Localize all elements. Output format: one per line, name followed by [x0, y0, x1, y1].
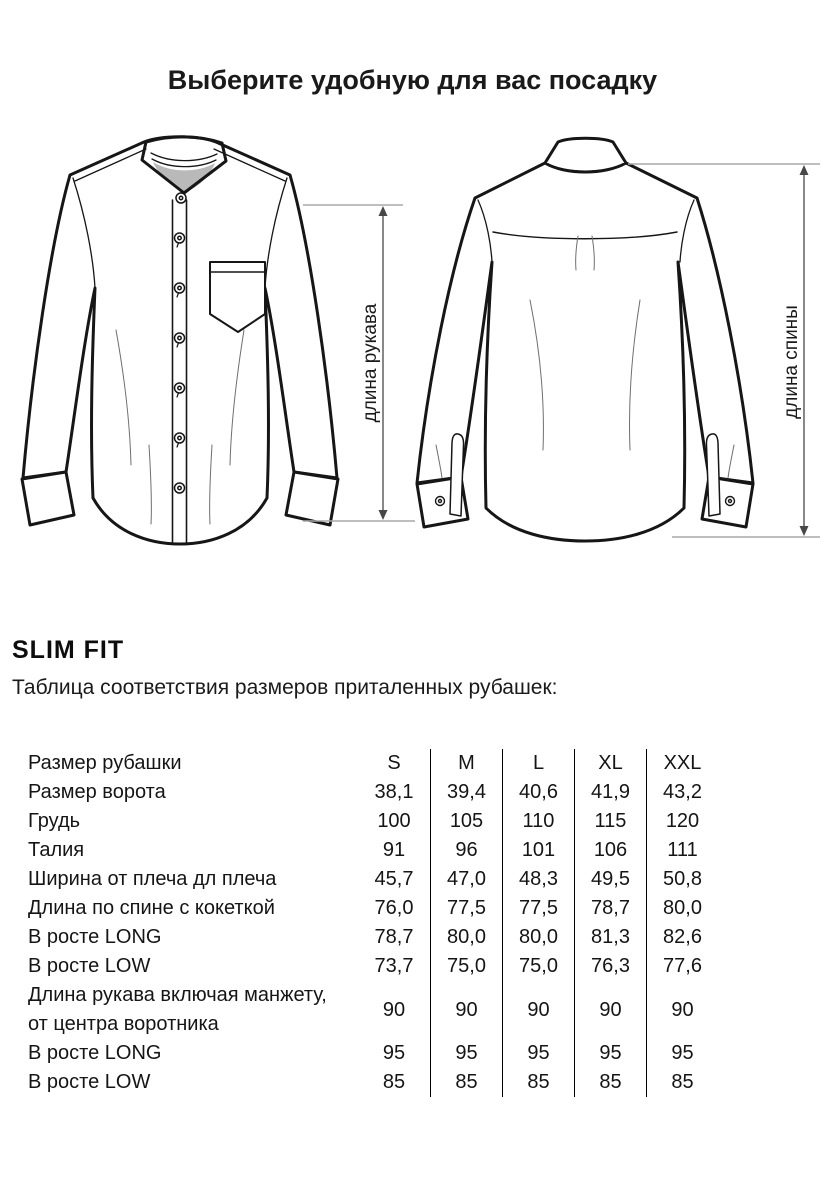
shirt-front [22, 137, 338, 544]
row-label: В росте LOW [28, 1071, 151, 1093]
back-length-label: длина спины [781, 305, 802, 419]
row-label: Длина по спине с кокеткой [28, 897, 275, 919]
sleeve-length-label: длина рукава [360, 303, 381, 423]
right-sleeve-placket [706, 434, 720, 516]
cell-xxl: 43,2 [646, 778, 718, 807]
row-label: В росте LONG [28, 926, 162, 948]
cell-m: 90 [430, 981, 502, 1039]
row-label: Размер рубашки [28, 752, 182, 774]
row-label: Грудь [28, 810, 81, 832]
cell-s: 78,7 [374, 926, 414, 948]
cell-m: 95 [430, 1039, 502, 1068]
cell-xl: 49,5 [574, 865, 646, 894]
cell-l: L [502, 749, 574, 778]
cell-s: S [387, 752, 401, 774]
cell-m: M [430, 749, 502, 778]
cell-s: 85 [382, 1071, 406, 1093]
cell-xxl: 120 [646, 807, 718, 836]
cell-m: 80,0 [430, 923, 502, 952]
table-row [28, 865, 718, 894]
cell-s: 76,0 [374, 897, 414, 919]
row-label: В росте LOW [28, 955, 151, 977]
cell-m: 47,0 [430, 865, 502, 894]
cell-xxl: XXL [646, 749, 718, 778]
size-table [28, 749, 718, 1097]
cell-l: 48,3 [502, 865, 574, 894]
row-label: Размер ворота [28, 781, 166, 803]
cell-m: 77,5 [430, 894, 502, 923]
table-row [28, 1039, 718, 1068]
size-table-body [28, 749, 718, 1097]
cell-xxl: 50,8 [646, 865, 718, 894]
cell-xl: XL [574, 749, 646, 778]
back-body-outline [417, 163, 753, 541]
cell-s: 90 [382, 998, 406, 1021]
front-arrowhead-up [379, 206, 388, 216]
cell-xl: 78,7 [574, 894, 646, 923]
cell-m: 96 [430, 836, 502, 865]
cell-m: 105 [430, 807, 502, 836]
cell-xxl: 111 [646, 836, 718, 865]
cell-l: 90 [502, 981, 574, 1039]
left-sleeve-placket [450, 434, 464, 516]
cell-xxl: 90 [646, 981, 718, 1039]
cell-l: 95 [502, 1039, 574, 1068]
cell-m: 85 [430, 1068, 502, 1097]
back-collar-outline [545, 138, 626, 163]
table-row [28, 749, 718, 778]
table-row [28, 981, 718, 1039]
table-row [28, 1068, 718, 1097]
row-label: В росте LONG [28, 1042, 162, 1064]
table-row [28, 923, 718, 952]
row-label: Ширина от плеча дл плеча [28, 868, 277, 890]
fit-heading: SLIM FIT [12, 635, 125, 664]
cell-xxl: 95 [646, 1039, 718, 1068]
cell-xxl: 82,6 [646, 923, 718, 952]
front-right-cuff [286, 472, 338, 525]
table-caption: Таблица соответствия размеров приталенных рубашек: [12, 676, 558, 699]
cell-l: 40,6 [502, 778, 574, 807]
cell-xxl: 85 [646, 1068, 718, 1097]
cell-s: 95 [382, 1042, 406, 1064]
row-label: Талия [28, 839, 85, 861]
table-row [28, 894, 718, 923]
page-title: Выберите удобную для вас посадку [167, 65, 658, 96]
cell-l: 75,0 [502, 952, 574, 981]
table-row [28, 807, 718, 836]
cell-xl: 106 [574, 836, 646, 865]
cell-l: 77,5 [502, 894, 574, 923]
cell-s: 100 [377, 810, 411, 832]
cell-xxl: 77,6 [646, 952, 718, 981]
cell-xl: 85 [574, 1068, 646, 1097]
cell-l: 85 [502, 1068, 574, 1097]
row-label: Длина рукава включая манжету, от центра воротника [28, 984, 327, 1035]
cell-s: 38,1 [374, 781, 414, 803]
back-arrowhead-down [800, 526, 809, 536]
cell-xl: 41,9 [574, 778, 646, 807]
cell-s: 45,7 [374, 868, 414, 890]
cell-xl: 81,3 [574, 923, 646, 952]
cell-xl: 90 [574, 981, 646, 1039]
cell-l: 101 [502, 836, 574, 865]
cell-xl: 76,3 [574, 952, 646, 981]
table-row [28, 836, 718, 865]
shirt-back [417, 138, 753, 541]
shirt-diagrams [0, 120, 825, 580]
cell-l: 110 [502, 807, 574, 836]
cell-m: 39,4 [430, 778, 502, 807]
cell-xxl: 80,0 [646, 894, 718, 923]
front-arrowhead-down [379, 510, 388, 520]
shirt-diagram-svg [0, 120, 825, 580]
cell-xl: 95 [574, 1039, 646, 1068]
cell-xl: 115 [574, 807, 646, 836]
table-row [28, 952, 718, 981]
cell-l: 80,0 [502, 923, 574, 952]
front-left-cuff [22, 472, 74, 525]
cell-m: 75,0 [430, 952, 502, 981]
cell-s: 91 [382, 839, 406, 861]
cell-s: 73,7 [374, 955, 414, 977]
table-row [28, 778, 718, 807]
back-arrowhead-up [800, 165, 809, 175]
